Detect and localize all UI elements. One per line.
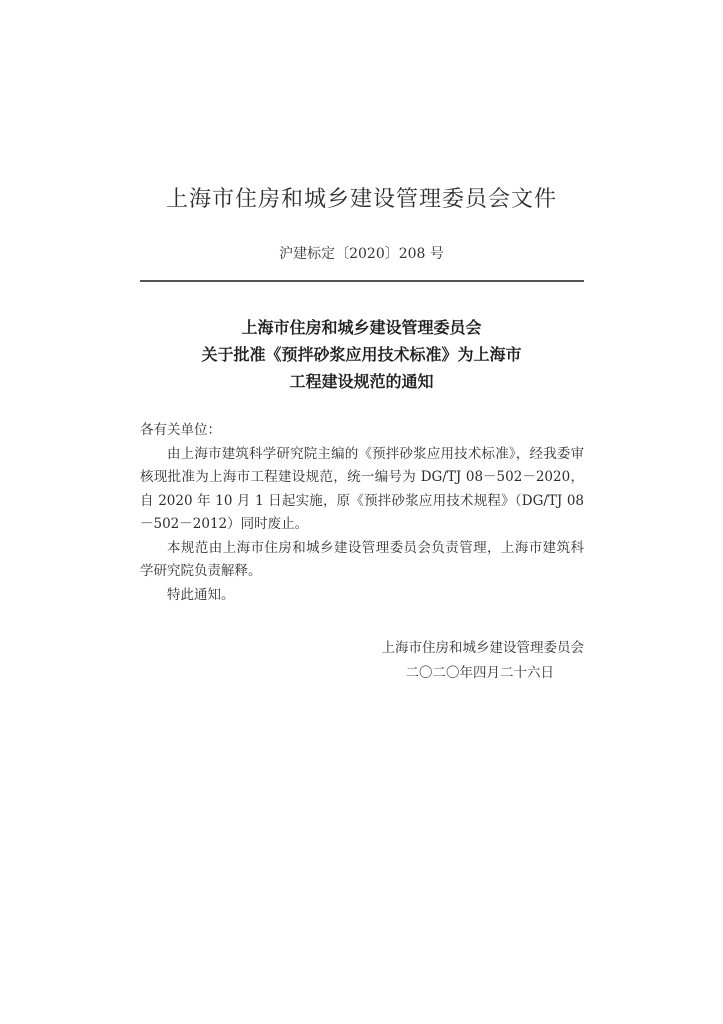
title-line-3: 工程建设规范的通知: [289, 372, 434, 391]
header-divider: [140, 280, 584, 282]
signature-block: [320, 636, 584, 686]
notice-body: [140, 419, 584, 607]
title-line-2: 关于批准《预拌砂浆应用技术标准》为上海市: [201, 345, 522, 364]
document-number: 沪建标定〔2020〕208 号: [279, 246, 444, 262]
notice-title: [0, 314, 723, 395]
body-paragraph-2: 本规范由上海市住房和城乡建设管理委员会负责管理，上海市建筑科学研究院负责解释。: [140, 539, 584, 579]
issuer-header: 上海市住房和城乡建设管理委员会文件: [165, 187, 557, 212]
signature-date: 二〇二〇年四月二十六日: [405, 665, 554, 681]
salutation: 各有关单位：: [140, 422, 221, 438]
closing-line: 特此通知。: [167, 586, 235, 603]
signature-organization: 上海市住房和城乡建设管理委员会: [381, 640, 584, 656]
title-line-1: 上海市住房和城乡建设管理委员会: [241, 318, 482, 337]
body-paragraph-1: 由上海市建筑科学研究院主编的《预拌砂浆应用技术标准》，经我委审核现批准为上海市工程建设规范，统一编号为 DG/TJ 08－502－2020，自 2020 年 10 月 1 日起实施，原《预拌砂浆应用技术规程》（DG/TJ 08－502－2012）同时废止。: [140, 445, 584, 532]
